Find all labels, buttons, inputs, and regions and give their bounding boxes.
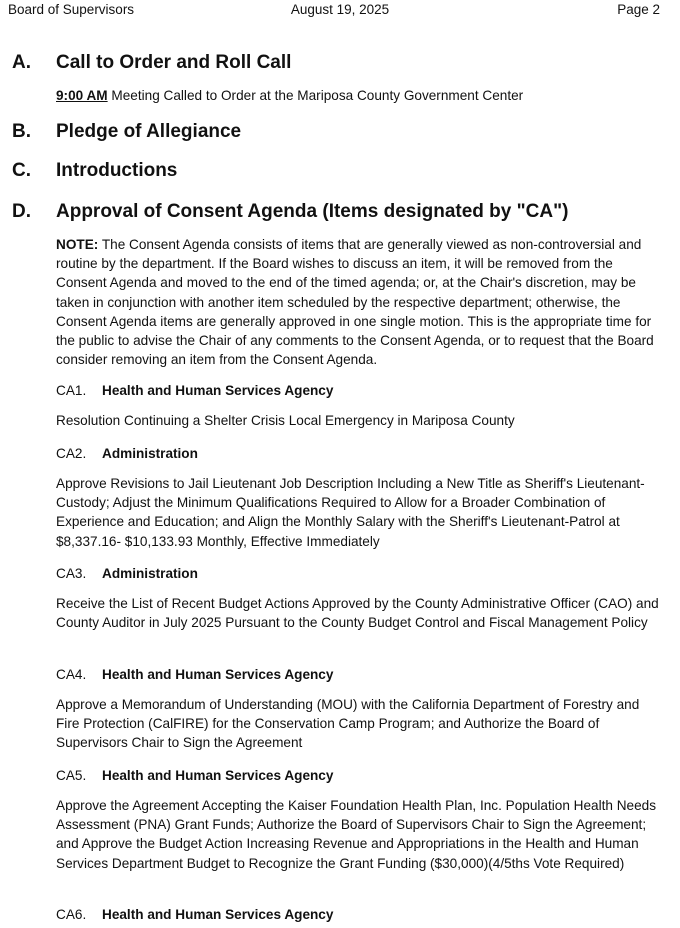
- note-label: NOTE:: [56, 237, 99, 252]
- consent-item-description: Resolution Continuing a Shelter Crisis Local Emergency in Mariposa County: [56, 413, 515, 428]
- call-to-order-line: [56, 86, 662, 105]
- consent-item-department: Health and Human Services Agency: [102, 907, 334, 922]
- section-d-heading: [0, 199, 680, 225]
- consent-item-description: Approve Revisions to Jail Lieutenant Job Description Including a New Title as Sheriff's Lieutenant-Custody; Adjust the Minimum Qualifications Required to Allow for a Broader Combination of Experience and Education; and Align the Monthly Salary with the Sheriff's Lieutenant-Patrol at $8,337.16- $10,133.93 Monthly, Effective Immediately: [56, 476, 645, 549]
- consent-item-number: CA5.: [56, 768, 87, 783]
- consent-item-description: Approve the Agreement Accepting the Kaiser Foundation Health Plan, Inc. Population Health Needs Assessment (PNA) Grant Funds; Authorize the Board of Supervisors Chair to Sign the Agreement; and Approve the Budget Action Increasing Revenue and Appropriations in the Health and Human Services Department Budget to Recognize the Grant Funding ($30,000)(4/5ths Vote Required): [56, 798, 657, 871]
- consent-item-description: Receive the List of Recent Budget Actions Approved by the County Administrative Officer (CAO) and County Auditor in July 2025 Pursuant to the County Budget Control and Fiscal Management Policy: [56, 596, 659, 631]
- consent-item-number: CA1.: [56, 383, 87, 398]
- section-b-heading: [0, 119, 680, 145]
- header-date: August 19, 2025: [290, 2, 390, 17]
- page-header: [0, 0, 680, 22]
- section-letter: A.: [12, 52, 31, 73]
- section-letter: C.: [12, 160, 31, 181]
- consent-item-heading: [56, 905, 670, 925]
- section-title: Call to Order and Roll Call: [56, 52, 292, 73]
- call-to-order-text: Meeting Called to Order at the Mariposa County Government Center: [107, 88, 524, 103]
- consent-item-department: Health and Human Services Agency: [102, 667, 334, 682]
- consent-item-department: Administration: [102, 566, 198, 581]
- note-text: The Consent Agenda consists of items that are generally viewed as non-controversial and routine by the department. If the Board wishes to discuss an item, it will be removed from the Consent Agenda and moved to the end of the timed agenda; or, at the Chair's discretion, may be taken in conjunction with another item scheduled by the respective department; otherwise, the Consent Agenda items are generally approved in one single motion. This is the appropriate time for the public to advise the Chair of any comments to the Consent Agenda, or to request that the Board consider removing an item from the Consent Agenda.: [56, 237, 654, 368]
- header-page-number: Page 2: [617, 2, 660, 17]
- consent-item-heading: [56, 444, 670, 464]
- consent-item-department: Administration: [102, 446, 198, 461]
- section-a-heading: [0, 50, 680, 76]
- consent-item-heading: [56, 381, 670, 401]
- section-letter: B.: [12, 121, 31, 142]
- consent-item-number: CA4.: [56, 667, 87, 682]
- section-title: Introductions: [56, 160, 178, 181]
- header-board-name: Board of Supervisors: [8, 2, 135, 17]
- consent-item-department: Health and Human Services Agency: [102, 768, 334, 783]
- meeting-time: 9:00 AM: [56, 88, 108, 103]
- consent-agenda-note: [56, 235, 662, 369]
- section-title: Approval of Consent Agenda (Items designated by "CA"): [56, 201, 569, 222]
- consent-item-heading: [56, 766, 670, 786]
- consent-item-heading: [56, 564, 670, 584]
- section-c-heading: [0, 158, 680, 184]
- consent-item-heading: [56, 665, 670, 685]
- consent-item-department: Health and Human Services Agency: [102, 383, 334, 398]
- consent-item-number: CA6.: [56, 907, 87, 922]
- consent-item-description: Approve a Memorandum of Understanding (MOU) with the California Department of Forestry and Fire Protection (CalFIRE) for the Conservation Camp Program; and Authorize the Board of Supervisors Chair to Sign the Agreement: [56, 697, 640, 751]
- section-letter: D.: [12, 201, 31, 222]
- consent-item-number: CA2.: [56, 446, 87, 461]
- section-title: Pledge of Allegiance: [56, 121, 242, 142]
- consent-item-number: CA3.: [56, 566, 87, 581]
